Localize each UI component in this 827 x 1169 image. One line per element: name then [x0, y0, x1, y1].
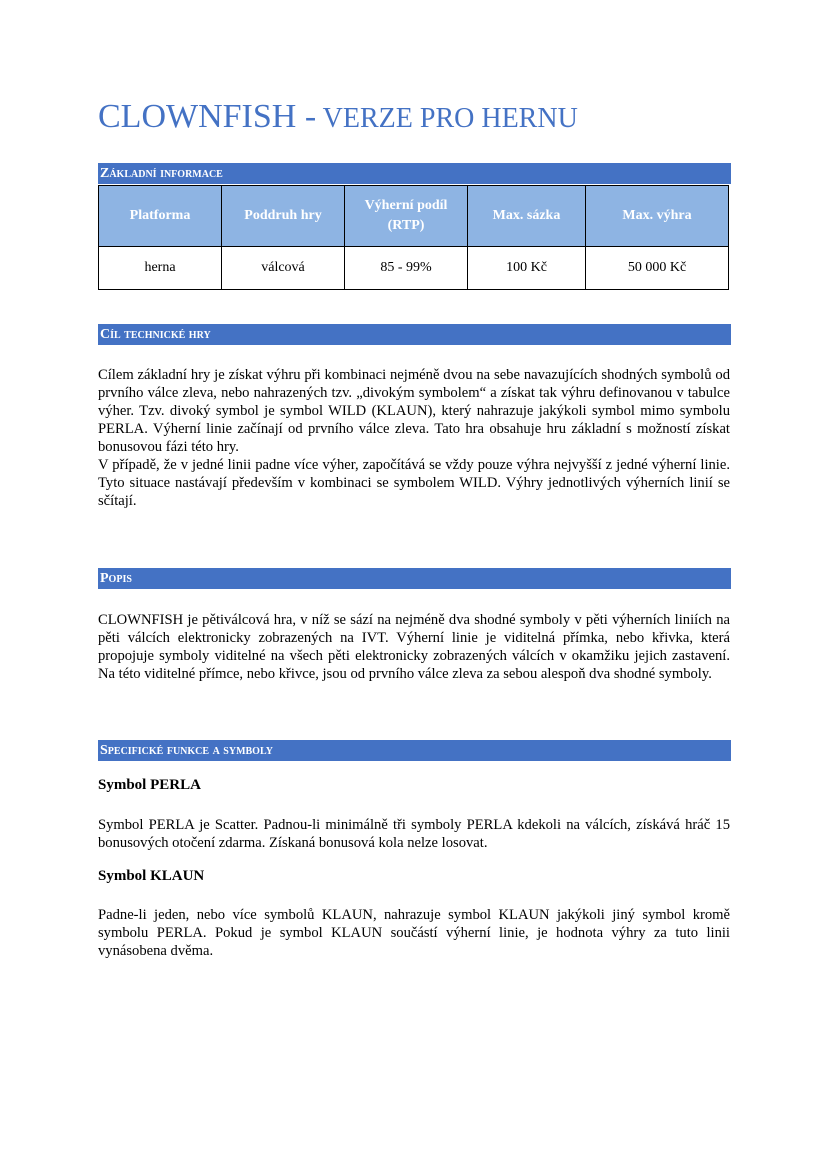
- header-subtype: Poddruh hry: [222, 186, 345, 247]
- page-title: [98, 100, 578, 134]
- symbol-perla-heading: Symbol PERLA: [98, 777, 201, 793]
- symbol-perla-text: Symbol PERLA je Scatter. Padnou-li minimálně tři symboly PERLA kdekoli na válcích, získává hráč 15 bonusových otočení zdarma. Získaná bonusová kola nelze losovat.: [98, 817, 730, 851]
- value-rtp: 85 - 99%: [345, 247, 468, 290]
- value-max-bet: 100 Kč: [468, 247, 586, 290]
- title-main: CLOWNFISH -: [98, 98, 317, 135]
- info-table: [98, 185, 729, 290]
- info-table-header-row: [99, 186, 729, 247]
- goal-paragraph-2: V případě, že v jedné linii padne více výher, započítává se vždy pouze výhra nejvyšší z jedné výherní linie. Tyto situace nastávají především v kombinaci se symbolem WILD. Výhry jednotlivých výherních linií se sčítají.: [98, 457, 730, 509]
- section-header-goal: Cíl technické hry: [98, 324, 731, 345]
- header-max-win: Max. výhra: [586, 186, 729, 247]
- section-header-description: Popis: [98, 568, 731, 589]
- symbol-klaun-text: Padne-li jeden, nebo více symbolů KLAUN, nahrazuje symbol KLAUN jakýkoli jiný symbol kromě symbolu PERLA. Pokud je symbol KLAUN součástí výherní linie, je hodnota výhry za tuto linii vynásobena dvěma.: [98, 907, 730, 959]
- title-sub: VERZE PRO HERNU: [316, 103, 578, 134]
- symbol-klaun-heading: Symbol KLAUN: [98, 868, 205, 884]
- header-rtp: Výherní podíl (RTP): [345, 186, 468, 247]
- section-header-features: Specifické funkce a symboly: [98, 740, 731, 761]
- header-platform: Platforma: [99, 186, 222, 247]
- description-text: CLOWNFISH je pětiválcová hra, v níž se sází na nejméně dva shodné symboly v pěti výherních liniích na pěti válcích elektronicky zobrazených na IVT. Výherní linie je viditelná přímka, nebo křivka, která propojuje symboly viditelné na všech pěti elektronicky zobrazených válcích v okamžiku jejich zastavení. Na této viditelné přímce, nebo křivce, jsou od prvního válce zleva za sebou alespoň dva shodné symboly.: [98, 612, 730, 682]
- section-header-basic-info: Základní informace: [98, 163, 731, 184]
- value-platform: herna: [99, 247, 222, 290]
- value-max-win: 50 000 Kč: [586, 247, 729, 290]
- goal-paragraph-1: Cílem základní hry je získat výhru při kombinaci nejméně dvou na sebe navazujících shodných symbolů od prvního válce zleva, nebo nahrazených tzv. „divokým symbolem“ a získat tak výhru definovanou v tabulce výher. Tzv. divoký symbol je symbol WILD (KLAUN), který nahrazuje jakýkoli symbol mimo symbolu PERLA. Výherní linie začínají od prvního válce zleva. Tato hra obsahuje hru základní s možností získat bonusovou fázi této hry.: [98, 367, 730, 455]
- value-subtype: válcová: [222, 247, 345, 290]
- goal-text: [98, 366, 730, 510]
- header-max-bet: Max. sázka: [468, 186, 586, 247]
- info-table-value-row: [99, 247, 729, 290]
